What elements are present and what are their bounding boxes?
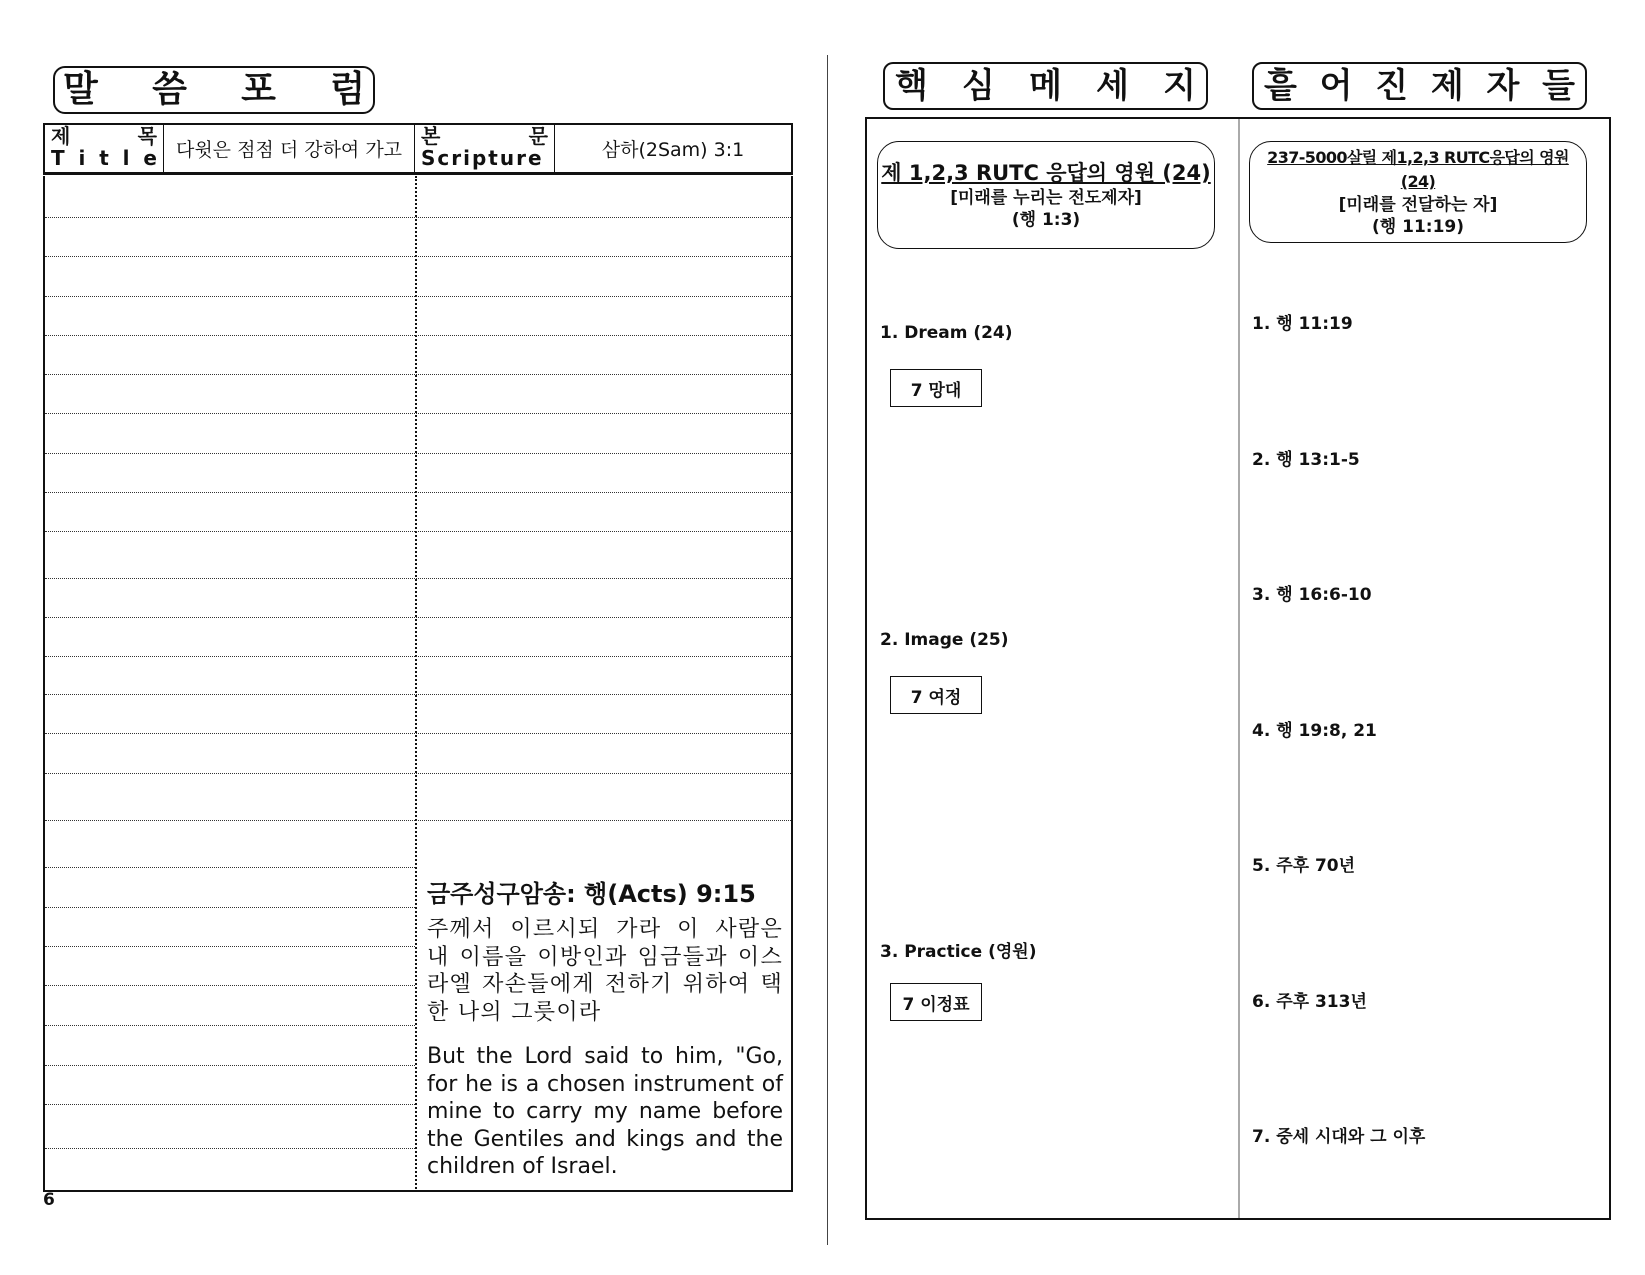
- notes-grid: [43, 176, 793, 1192]
- title-label-en: i: [78, 146, 86, 170]
- ruled-line: [45, 617, 791, 618]
- title-char: 씀: [152, 69, 187, 110]
- page-number: 6: [43, 1190, 55, 1210]
- core-message-title: [883, 62, 1208, 110]
- history-item: 5. 주후 70년: [1252, 856, 1356, 876]
- ruled-line: [45, 985, 415, 986]
- ruled-line: [45, 694, 791, 695]
- title-char: 제: [1430, 66, 1464, 106]
- ruled-line: [45, 413, 791, 414]
- core-point-label: 2. Image (25): [880, 630, 1009, 650]
- card-reference: (행 1:3): [1011, 210, 1081, 230]
- ruled-line: [45, 1065, 415, 1066]
- title-label-en: T: [51, 146, 65, 170]
- title-label-en: t: [99, 146, 109, 170]
- card-subtitle: [미래를 누리는 전도제자]: [950, 188, 1142, 208]
- core-point-label: 3. Practice (영원): [880, 942, 1037, 962]
- ruled-line: [45, 907, 415, 908]
- title-char: 어: [1319, 66, 1353, 106]
- scripture-label-ko: 본: [421, 124, 441, 148]
- title-label-en: l: [122, 146, 130, 170]
- title-label-en: e: [143, 146, 157, 170]
- ruled-line: [45, 453, 791, 454]
- core-message-card: [877, 141, 1215, 249]
- memory-verse-heading: 금주성구암송: 행(Acts) 9:15: [427, 880, 756, 908]
- title-char: 메: [1029, 66, 1062, 106]
- column-divider: [415, 176, 417, 1192]
- ruled-line: [45, 217, 791, 218]
- column-divider: [1238, 119, 1240, 1218]
- ruled-line: [45, 374, 791, 375]
- history-item: 3. 행 16:6-10: [1252, 585, 1372, 605]
- core-point-box: 7 망대: [890, 369, 982, 407]
- page-spine: [827, 55, 828, 1245]
- ruled-line: [45, 256, 791, 257]
- history-item: 1. 행 11:19: [1252, 314, 1353, 334]
- core-point-box: 7 여정: [890, 676, 982, 714]
- title-label-ko: 제: [51, 124, 71, 148]
- title-label-ko: 목: [137, 124, 157, 148]
- ruled-line: [45, 820, 791, 821]
- title-char: 지: [1163, 66, 1196, 106]
- card-title: 제 1,2,3 RUTC 응답의 영원 (24): [881, 161, 1211, 185]
- card-subtitle: [미래를 전달하는 자]: [1338, 195, 1498, 215]
- ruled-line: [45, 335, 791, 336]
- sermon-header-table: [43, 123, 793, 175]
- ruled-line: [45, 656, 791, 657]
- ruled-line: [45, 773, 791, 774]
- core-point-label: 1. Dream (24): [880, 323, 1013, 343]
- ruled-line: [45, 1025, 415, 1026]
- memory-verse-korean: 주께서 이르시되 가라 이 사람은 내 이름을 이방인과 임금들과 이스라엘 자손들에게 전하기 위하여 택한 나의 그릇이라: [427, 917, 783, 1025]
- title-char: 세: [1096, 66, 1129, 106]
- title-char: 럼: [330, 69, 365, 110]
- title-char: 들: [1542, 66, 1575, 106]
- scattered-disciples-title: [1252, 62, 1587, 110]
- history-item: 6. 주후 313년: [1252, 992, 1367, 1012]
- title-char: 자: [1486, 66, 1520, 106]
- title-char: 진: [1375, 66, 1409, 106]
- card-title: 237-5000살릴 제1,2,3 RUTC응답의 영원(24): [1267, 148, 1569, 191]
- title-label: [45, 125, 164, 172]
- memory-verse-english: But the Lord said to him, "Go, for he is a chosen instrument of mine to carry my name before the Gentiles and kings and the children of Israel.: [427, 1044, 783, 1179]
- ruled-line: [45, 531, 791, 532]
- history-item: 2. 행 13:1-5: [1252, 450, 1360, 470]
- card-reference: (행 11:19): [1372, 217, 1464, 237]
- scattered-disciples-card: [1249, 141, 1587, 243]
- ruled-line: [45, 578, 791, 579]
- ruled-line: [45, 1104, 415, 1105]
- history-item: 4. 행 19:8, 21: [1252, 721, 1377, 741]
- title-char: 핵: [895, 66, 928, 106]
- title-char: 말: [63, 69, 98, 110]
- ruled-line: [45, 492, 791, 493]
- core-point-box: 7 이정표: [890, 983, 982, 1021]
- sermon-title-value: 다윗은 점점 더 강하여 가고: [164, 125, 415, 172]
- history-item: 7. 중세 시대와 그 이후: [1252, 1127, 1426, 1147]
- scripture-label-ko: 문: [528, 124, 548, 148]
- title-char: 심: [962, 66, 995, 106]
- sermon-forum-title: [53, 66, 375, 114]
- scripture-label-en: Scripture: [421, 146, 544, 170]
- scripture-value: 삼하(2Sam) 3:1: [601, 139, 745, 161]
- ruled-line: [45, 867, 415, 868]
- title-char: 흩: [1264, 66, 1297, 106]
- ruled-line: [45, 296, 791, 297]
- scripture-label: [415, 125, 555, 172]
- ruled-line: [45, 733, 791, 734]
- ruled-line: [45, 946, 415, 947]
- title-char: 포: [241, 69, 276, 110]
- ruled-line: [45, 1148, 415, 1149]
